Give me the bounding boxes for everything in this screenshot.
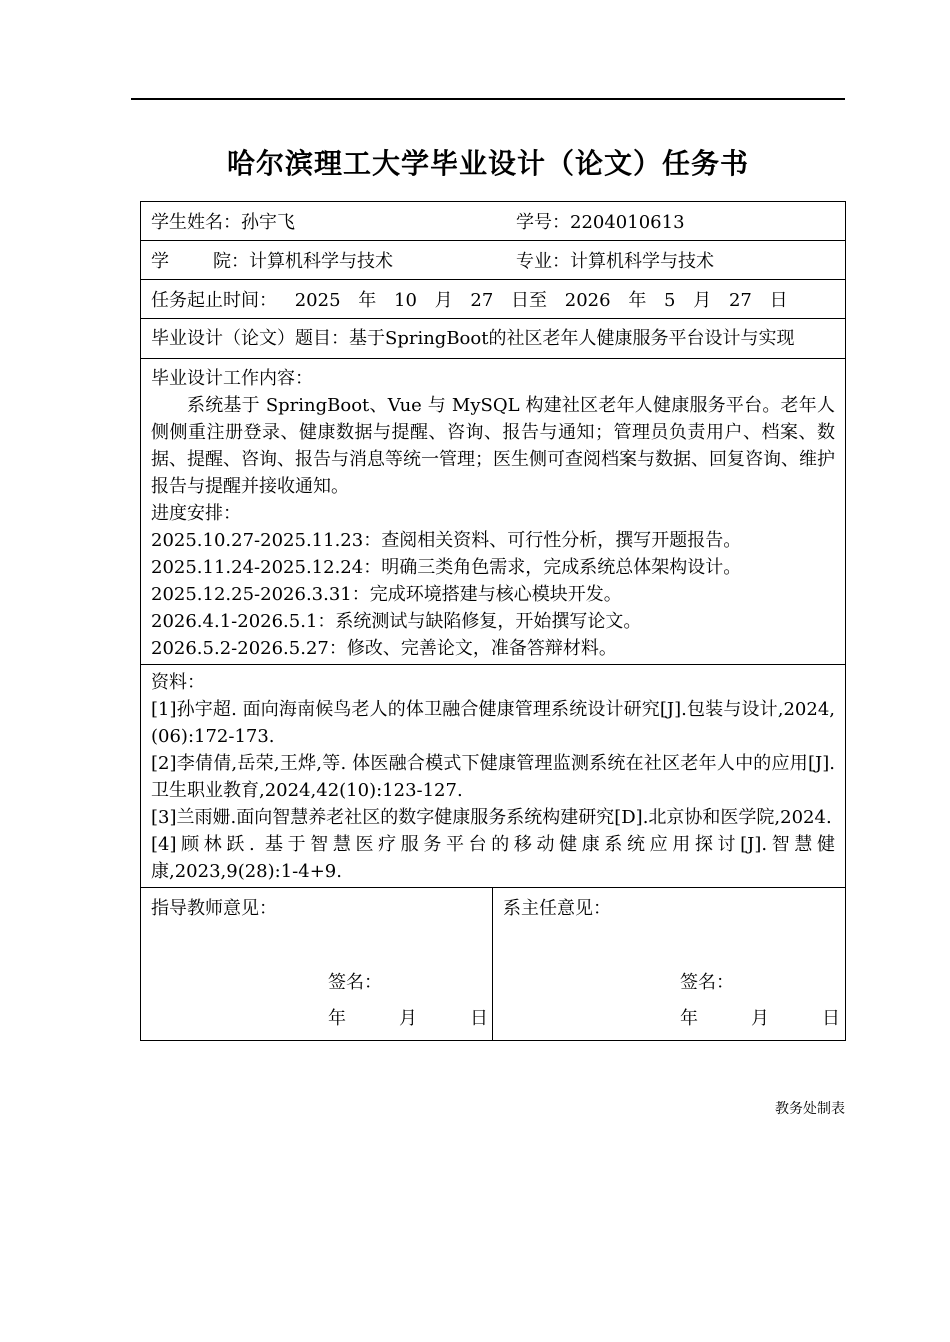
head-date <box>680 1004 840 1030</box>
period-start-day: 27 <box>470 290 494 311</box>
college: 计算机科学与技术 <box>249 251 393 272</box>
period-day-char-2: 日 <box>769 290 788 311</box>
period-end-month: 5 <box>664 290 676 311</box>
college-label-b: 院： <box>213 251 249 272</box>
period-start-month: 10 <box>394 290 417 311</box>
footer-note: 教务处制表 <box>775 1101 845 1117</box>
reference-item: [1]孙宇超. 面向海南候鸟老人的体卫融合健康管理系统设计研究[J].包装与设计,2024,(06):172-173. <box>151 699 835 747</box>
reference-item: [3]兰雨姗.面向智慧养老社区的数字健康服务系统构建研究[D].北京协和医学院,2024. <box>151 807 832 828</box>
top-rule <box>131 98 845 100</box>
row-student <box>141 202 846 241</box>
work-content-label: 毕业设计工作内容： <box>151 368 313 389</box>
period-year-char-1: 年 <box>358 290 377 311</box>
reference-item: [4]顾林跃. 基于智慧医疗服务平台的移动健康系统应用探讨[J].智慧健康,2023,9(28):1-4+9. <box>151 834 835 882</box>
advisor-opinion-cell <box>141 888 493 1041</box>
head-opinion-cell <box>493 888 846 1041</box>
row-period <box>141 280 846 319</box>
student-name-field <box>151 208 516 234</box>
references-label: 资料： <box>151 672 205 693</box>
period-month-char-1: 月 <box>434 290 453 311</box>
head-date-day: 日 <box>822 1008 840 1029</box>
schedule-item: 2026.4.1-2026.5.1：系统测试与缺陷修复，开始撰写论文。 <box>151 611 642 632</box>
advisor-signature-label: 签名： <box>328 972 382 993</box>
schedule-item: 2025.11.24-2025.12.24：明确三类角色需求，完成系统总体架构设计。 <box>151 557 742 578</box>
college-field <box>151 247 516 273</box>
student-id: 2204010613 <box>570 212 685 233</box>
topic-label: 毕业设计（论文）题目： <box>151 328 349 349</box>
work-content: 系统基于 SpringBoot、Vue 与 MySQL 构建社区老年人健康服务平台。老年人侧侧重注册登录、健康数据与提醒、咨询、报告与通知；管理员负责用户、档案、数据、提醒、咨询、报告与消息等统一管理；医生侧可查阅档案与数据、回复咨询、维护报告与提醒并接收通知。 <box>151 395 835 497</box>
advisor-opinion-label: 指导教师意见： <box>151 898 277 919</box>
head-date-year: 年 <box>680 1008 698 1029</box>
period-label: 任务起止时间： <box>151 290 277 311</box>
schedule-label: 进度安排： <box>151 503 241 524</box>
task-form-table <box>140 201 846 1041</box>
schedule-item: 2025.10.27-2025.11.23：查阅相关资料、可行性分析，撰写开题报告。 <box>151 530 742 551</box>
reference-item: [2]李倩倩,岳荣,王烨,等. 体医融合模式下健康管理监测系统在社区老年人中的应用[J].卫生职业教育,2024,42(10):123-127. <box>151 753 835 801</box>
major-label: 专业： <box>516 251 570 272</box>
student-id-field <box>516 208 685 234</box>
student-name-label: 学生姓名： <box>151 212 241 233</box>
row-work-content <box>141 359 846 665</box>
student-id-label: 学号： <box>516 212 570 233</box>
advisor-date-day: 日 <box>470 1008 488 1029</box>
head-signature-label: 签名： <box>680 972 734 993</box>
head-opinion-label: 系主任意见： <box>503 898 611 919</box>
topic: 基于SpringBoot的社区老年人健康服务平台设计与实现 <box>349 328 795 349</box>
document-title: 哈尔滨理工大学毕业设计（论文）任务书 <box>226 147 749 180</box>
period-day-char-to: 日至 <box>511 290 548 311</box>
major: 计算机科学与技术 <box>570 251 714 272</box>
advisor-date <box>328 1004 488 1030</box>
row-topic <box>141 319 846 359</box>
row-signatures <box>141 888 846 1041</box>
period-year-char-2: 年 <box>628 290 647 311</box>
major-field <box>516 247 714 273</box>
row-references <box>141 665 846 888</box>
head-date-month: 月 <box>751 1008 769 1029</box>
row-college <box>141 241 846 280</box>
college-label-a: 学 <box>151 251 169 272</box>
schedule-item: 2026.5.2-2026.5.27：修改、完善论文，准备答辩材料。 <box>151 638 617 659</box>
period-end-day: 27 <box>728 290 752 311</box>
advisor-date-month: 月 <box>399 1008 417 1029</box>
schedule-item: 2025.12.25-2026.3.31：完成环境搭建与核心模块开发。 <box>151 584 622 605</box>
student-name: 孙宇飞 <box>241 212 295 233</box>
period-month-char-2: 月 <box>693 290 712 311</box>
advisor-date-year: 年 <box>328 1008 346 1029</box>
period-start-year: 2025 <box>294 290 341 311</box>
period-end-year: 2026 <box>564 290 611 311</box>
